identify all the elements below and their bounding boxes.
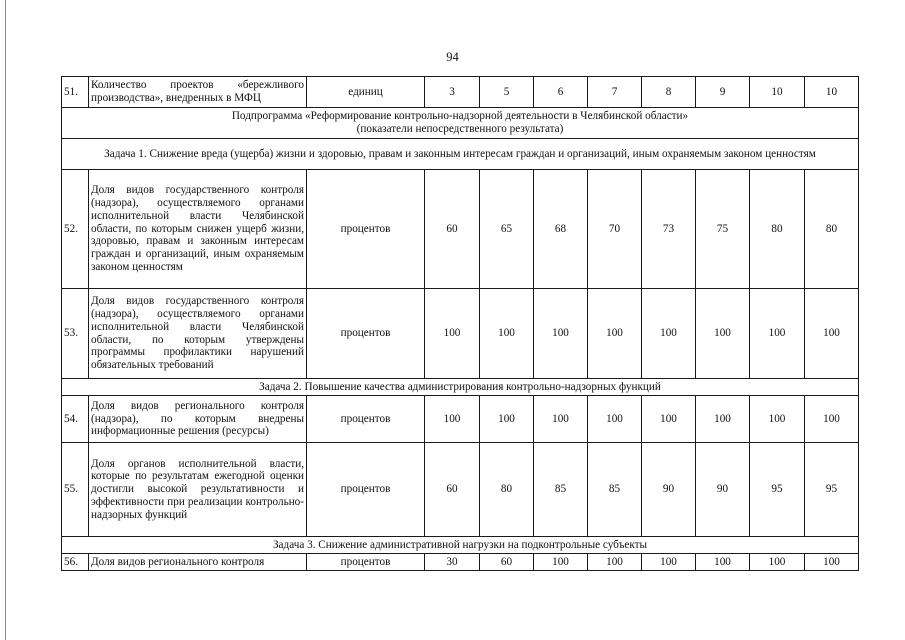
- value-cell: 100: [696, 554, 750, 571]
- value-cell: 100: [480, 396, 534, 443]
- value-cell: 10: [750, 77, 805, 108]
- table-row: [62, 289, 859, 379]
- value-cell: 100: [425, 396, 480, 443]
- value-cell: 85: [534, 443, 588, 537]
- value-cell: 90: [696, 443, 750, 537]
- indicator-name: Количество проектов «бережливого производства», внедренных в МФЦ: [89, 77, 307, 108]
- value-cell: 3: [425, 77, 480, 108]
- subprogram-subtitle: (показатели непосредственного результата): [356, 123, 564, 135]
- unit-cell: процентов: [307, 170, 425, 289]
- value-cell: 100: [750, 289, 805, 379]
- task-row: [62, 537, 859, 554]
- indicator-name: Доля органов исполнительной власти, которые по результатам ежегодной оценки достигли высокой результативности и эффективности при реализации контрольно-надзорных функций: [89, 443, 307, 537]
- value-cell: 95: [805, 443, 859, 537]
- unit-cell: процентов: [307, 289, 425, 379]
- indicator-name: Доля видов регионального контроля: [89, 554, 307, 571]
- value-cell: 75: [696, 170, 750, 289]
- page-left-border: [5, 0, 6, 640]
- value-cell: 6: [534, 77, 588, 108]
- value-cell: 100: [588, 289, 642, 379]
- value-cell: 100: [805, 289, 859, 379]
- unit-cell: процентов: [307, 443, 425, 537]
- value-cell: 100: [588, 554, 642, 571]
- value-cell: 90: [642, 443, 696, 537]
- indicator-name: Доля видов государственного контроля (надзора), осуществляемого органами исполнительной власти Челябинской области, по которым снижен ущерб жизни, здоровью, правам и законным интересам граждан и организаций, иным охраняемым законом ценностям: [89, 170, 307, 289]
- value-cell: 73: [642, 170, 696, 289]
- value-cell: 80: [805, 170, 859, 289]
- table-row: [62, 77, 859, 108]
- task-heading: Задача 1. Снижение вреда (ущерба) жизни и здоровью, правам и законным интересам граждан и организаций, иным охраняемым законом ценностям: [62, 139, 859, 170]
- subprogram-title: Подпрограмма «Реформирование контрольно-надзорной деятельности в Челябинской области»: [231, 110, 689, 123]
- value-cell: 68: [534, 170, 588, 289]
- row-number: 55.: [62, 443, 89, 537]
- unit-cell: единиц: [307, 77, 425, 108]
- value-cell: 60: [425, 443, 480, 537]
- value-cell: 100: [588, 396, 642, 443]
- table-row: [62, 554, 859, 571]
- subprogram-heading: [62, 108, 859, 139]
- value-cell: 100: [480, 289, 534, 379]
- subprogram-row: [62, 108, 859, 139]
- task-heading: Задача 2. Повышение качества администрирования контрольно-надзорных функций: [62, 379, 859, 396]
- value-cell: 100: [750, 554, 805, 571]
- value-cell: 100: [425, 289, 480, 379]
- value-cell: 100: [642, 554, 696, 571]
- value-cell: 100: [750, 396, 805, 443]
- value-cell: 10: [805, 77, 859, 108]
- table-row: [62, 170, 859, 289]
- value-cell: 100: [696, 396, 750, 443]
- value-cell: 9: [696, 77, 750, 108]
- value-cell: 60: [425, 170, 480, 289]
- row-number: 52.: [62, 170, 89, 289]
- value-cell: 100: [534, 554, 588, 571]
- task-row: [62, 139, 859, 170]
- task-heading: Задача 3. Снижение административной нагрузки на подконтрольные субъекты: [62, 537, 859, 554]
- value-cell: 5: [480, 77, 534, 108]
- unit-cell: процентов: [307, 554, 425, 571]
- value-cell: 100: [696, 289, 750, 379]
- unit-cell: процентов: [307, 396, 425, 443]
- task-row: [62, 379, 859, 396]
- table-row: [62, 443, 859, 537]
- value-cell: 100: [534, 289, 588, 379]
- value-cell: 30: [425, 554, 480, 571]
- indicators-table: [61, 76, 859, 571]
- value-cell: 100: [534, 396, 588, 443]
- row-number: 51.: [62, 77, 89, 108]
- value-cell: 70: [588, 170, 642, 289]
- value-cell: 95: [750, 443, 805, 537]
- table-row: [62, 396, 859, 443]
- value-cell: 100: [642, 289, 696, 379]
- row-number: 53.: [62, 289, 89, 379]
- indicator-name: Доля видов государственного контроля (надзора), осуществляемого органами исполнительной власти Челябинской области, по которым утверждены программы профилактики нарушений обязательных требований: [89, 289, 307, 379]
- value-cell: 7: [588, 77, 642, 108]
- value-cell: 100: [805, 554, 859, 571]
- page-number: 94: [446, 50, 459, 64]
- value-cell: 60: [480, 554, 534, 571]
- value-cell: 80: [750, 170, 805, 289]
- indicator-name: Доля видов регионального контроля (надзора), по которым внедрены информационные решения (ресурсы): [89, 396, 307, 443]
- value-cell: 85: [588, 443, 642, 537]
- value-cell: 100: [805, 396, 859, 443]
- value-cell: 100: [642, 396, 696, 443]
- value-cell: 80: [480, 443, 534, 537]
- row-number: 56.: [62, 554, 89, 571]
- value-cell: 8: [642, 77, 696, 108]
- row-number: 54.: [62, 396, 89, 443]
- value-cell: 65: [480, 170, 534, 289]
